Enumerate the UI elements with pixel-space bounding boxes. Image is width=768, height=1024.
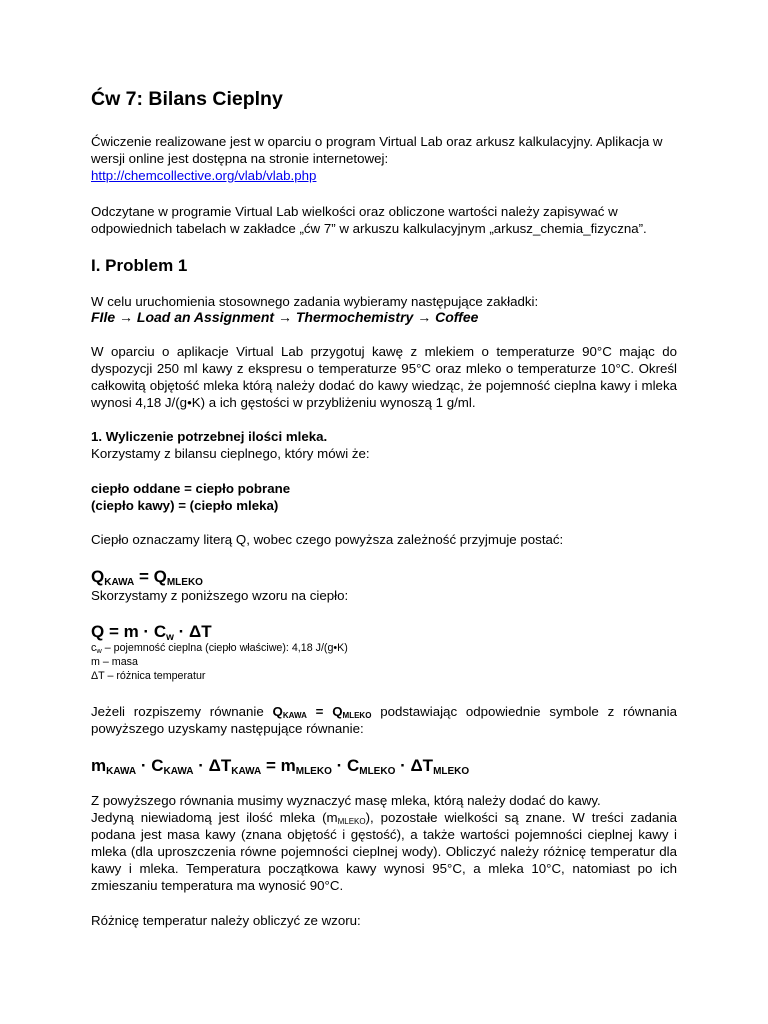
note-line: Odczytane w programie Virtual Lab wielkości oraz obliczone wartości należy zapisywać w — [91, 204, 618, 219]
inline-subscript: MLEKO — [337, 817, 366, 826]
formula-intro: Skorzystamy z poniższego wzoru na ciepło: — [91, 588, 349, 603]
eq-subscript: KAWA — [231, 766, 262, 777]
legend-line — [91, 641, 677, 655]
inline-subscript: MLEKO — [342, 711, 372, 720]
task-paragraph: W oparciu o aplikacje Virtual Lab przygotuj kawę z mlekiem o temperaturze 90°C mając do dyspozycji 250 ml kawy z ekspresu o temperaturze 95°C oraz mleko o temperaturze 10°C. Określ całkowitą objętość mleka którą należy dodać do kawy wiedząc, że pojemność cieplna kawy i mleka wynosi 4,18 J/(g•K) a ich gęstości w przybliżeniu wynoszą 1 g/ml. — [91, 344, 677, 410]
legend-subscript: w — [96, 646, 102, 655]
intro-line: wersji online jest dostępna na stronie internetowej: — [91, 151, 389, 166]
legend-line: m – masa — [91, 656, 138, 668]
eq-subscript: MLEKO — [433, 766, 470, 777]
note-paragraph — [91, 203, 677, 237]
eq-symbol: · C — [136, 756, 164, 775]
inline-symbol: = Q — [306, 704, 343, 719]
text-run: podstawiając odpowiednie symbole z równania powyższego uzyskamy następujące równanie: — [91, 704, 677, 736]
subsection-heading: 1. Wyliczenie potrzebnej ilości mleka. — [91, 429, 328, 444]
diff-line: Różnicę temperatur należy obliczyć ze wzoru: — [91, 913, 361, 928]
text-run: Jeżeli rozpiszemy równanie — [91, 704, 273, 719]
eq-symbol: = Q — [134, 567, 167, 586]
text-run: Jedyną niewiadomą jest ilość mleka (m — [91, 810, 338, 825]
eq-symbol: · C — [331, 756, 360, 775]
symbol-legend — [91, 641, 677, 683]
tabs-intro: W celu uruchomienia stosownego zadania wybieramy następujące zakładki: — [91, 294, 539, 309]
eq-symbol: Q — [91, 567, 105, 586]
balance-line: ciepło oddane = ciepło pobrane — [91, 481, 291, 496]
legend-line: ΔT – różnica temperatur — [91, 670, 206, 682]
legend-symbol: c — [91, 642, 97, 654]
eq-subscript: w — [166, 632, 174, 643]
expand-paragraph — [91, 703, 677, 737]
balance-line: (ciepło kawy) = (ciepło mleka) — [91, 498, 279, 513]
eq-symbol: · ΔT — [193, 756, 232, 775]
legend-text: – pojemność cieplna (ciepło właściwe): 4,18 J/(g•K) — [101, 642, 348, 654]
equation-expanded — [91, 755, 677, 777]
inline-symbol: Q — [272, 704, 283, 719]
balance-intro: Korzystamy z bilansu cieplnego, który mówi że: — [91, 446, 370, 461]
note-line: odpowiednich tabelach w zakładce „ćw 7” w arkuszu kalkulacyjnym „arkusz_chemia_fizyczna”. — [91, 221, 647, 236]
eq-symbol: Q = m · C — [91, 622, 167, 641]
solve-line: Z powyższego równania musimy wyznaczyć masę mleka, którą należy dodać do kawy. — [91, 793, 601, 808]
virtual-lab-link[interactable]: http://chemcollective.org/vlab/vlab.php — [91, 168, 317, 183]
eq-subscript: MLEKO — [295, 766, 332, 777]
balance-statement — [91, 480, 677, 514]
eq-subscript: KAWA — [104, 577, 135, 588]
eq-subscript: MLEKO — [359, 766, 396, 777]
equation-heat — [91, 621, 677, 643]
q-intro: Ciepło oznaczamy literą Q, wobec czego powyższa zależność przyjmuje postać: — [91, 532, 564, 547]
eq-symbol: · ΔT — [395, 756, 434, 775]
eq-symbol: · ΔT — [173, 622, 212, 641]
section-heading-problem-1: I. Problem 1 — [91, 256, 188, 275]
unknown-paragraph — [91, 809, 677, 894]
intro-paragraph — [91, 133, 677, 184]
intro-line: Ćwiczenie realizowane jest w oparciu o program Virtual Lab oraz arkusz kalkulacyjny. Aplikacja w — [91, 134, 663, 149]
equation-q-balance — [91, 566, 677, 588]
inline-subscript: KAWA — [282, 711, 307, 720]
menu-path: FIle → Load an Assignment → Thermochemistry → Coffee — [91, 309, 479, 325]
eq-symbol: = m — [261, 756, 296, 775]
page-title: Ćw 7: Bilans Cieplny — [91, 88, 283, 110]
eq-subscript: KAWA — [106, 766, 137, 777]
eq-symbol: m — [91, 756, 107, 775]
text-run: ), pozostałe wielkości są znane. W treści zadania podana jest masa kawy (znana objętość i gęstość), a także wartości pojemności cieplnej kawy i mleka (dla uproszczenia równe pojemności cieplnej wody). Obliczyć należy różnicę temperatur dla kawy i mleka. Temperatura początkowa kawy wynosi 95°C, a mleka 10°C, natomiast po ich zmieszaniu temperatura ma wynosić 90°C. — [91, 810, 677, 893]
eq-subscript: KAWA — [163, 766, 194, 777]
eq-subscript: MLEKO — [166, 577, 203, 588]
